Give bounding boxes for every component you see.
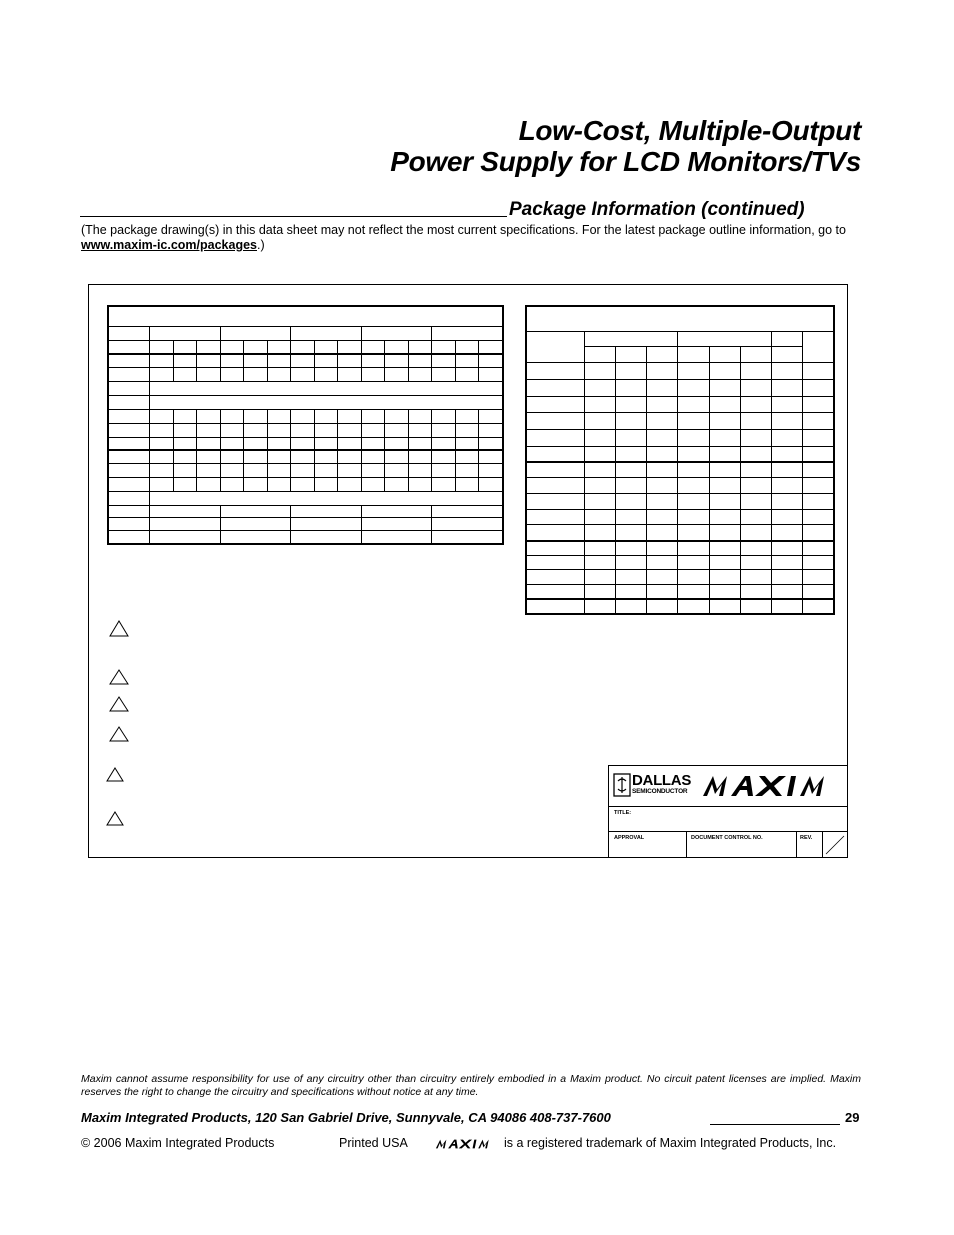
doc-control-label: DOCUMENT CONTROL NO. — [691, 835, 763, 841]
maxim-trademark-logo — [435, 1138, 497, 1150]
copyright-text: © 2006 Maxim Integrated Products — [81, 1136, 275, 1150]
title-label: TITLE: — [614, 810, 632, 816]
maxim-logo — [701, 775, 843, 797]
footer-rule — [710, 1124, 840, 1125]
page-number: 29 — [845, 1110, 860, 1125]
section-rule — [80, 216, 507, 217]
dimension-table-right — [525, 305, 835, 615]
intro-end: .) — [257, 238, 265, 252]
title-block-logo-row — [609, 766, 847, 807]
note-triangle-1 — [110, 621, 128, 636]
page-title-line1: Low-Cost, Multiple-Output — [518, 115, 861, 146]
note-triangle-2 — [110, 670, 128, 684]
note-triangle-4 — [110, 727, 128, 741]
approval-cell — [609, 832, 687, 857]
dallas-logo-text: DALLAS — [632, 772, 692, 789]
disclaimer-text: Maxim cannot assume responsibility for use of any circuitry other than circuitry entirely embodied in a Maxim product. No circuit patent licenses are implied. Maxim reserves the right to change the circuitry and specifications without notice at any time. — [81, 1073, 861, 1098]
dallas-logo-icon — [613, 773, 631, 797]
note-triangle-3 — [110, 697, 128, 711]
doc-control-cell — [687, 832, 797, 857]
note-triangle-5 — [107, 768, 123, 781]
company-address: Maxim Integrated Products, 120 San Gabriel Drive, Sunnyvale, CA 94086 408-737-7600 — [81, 1110, 611, 1125]
note-triangle-6 — [107, 812, 123, 825]
rev-label: REV. — [800, 835, 813, 841]
sheet-slash-mark — [823, 832, 847, 857]
packages-link[interactable]: www.maxim-ic.com/packages — [81, 238, 258, 252]
title-block-title-row — [609, 806, 847, 832]
page-title-line2: Power Supply for LCD Monitors/TVs — [390, 146, 861, 177]
dimension-table-left — [107, 305, 504, 545]
drawing-title-block — [608, 765, 848, 858]
approval-label: APPROVAL — [614, 835, 645, 841]
section-heading: Package Information (continued) — [509, 199, 805, 220]
intro-text: (The package drawing(s) in this data sheet may not reflect the most current specifications. For the latest package outline information, go to — [81, 223, 846, 237]
rev-cell — [797, 832, 823, 857]
printed-text: Printed USA — [339, 1136, 408, 1150]
note-markers — [105, 618, 135, 828]
semiconductor-logo-text: SEMICONDUCTOR — [632, 788, 688, 795]
intro-paragraph — [81, 223, 863, 253]
trademark-text: is a registered trademark of Maxim Integrated Products, Inc. — [504, 1136, 837, 1150]
